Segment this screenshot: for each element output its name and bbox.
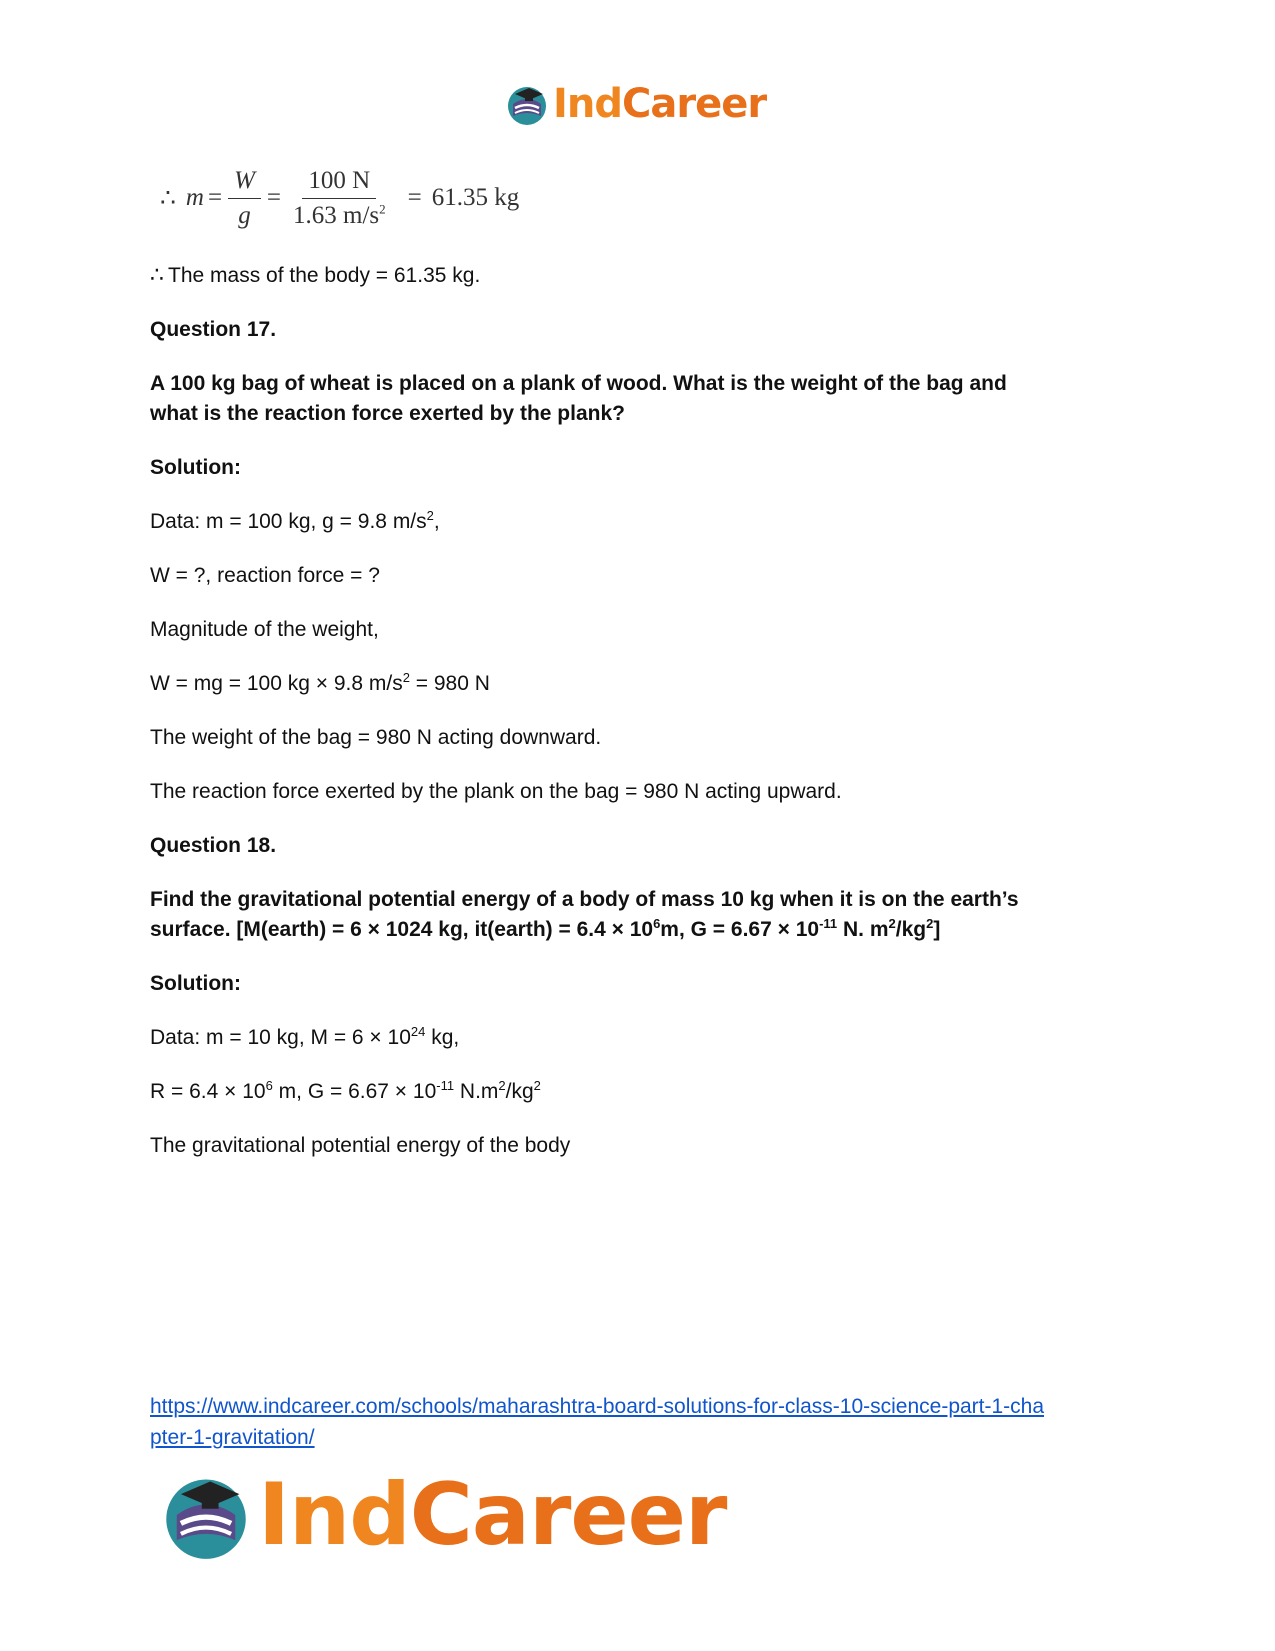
logo-wordmark: IndCareer xyxy=(553,81,767,127)
formula-eq-1: = xyxy=(207,184,223,211)
header-logo xyxy=(505,80,766,128)
q18-heading: Question 18. xyxy=(150,834,277,857)
therefore-symbol: ∴ xyxy=(160,185,176,212)
q18-solution-label: Solution: xyxy=(150,972,241,995)
q17-data-line: Data: m = 100 kg, g = 9.8 $m/s^2$, xyxy=(150,508,440,533)
q17-calc-line: W = mg = 100 kg × 9.8 $m/s^2 = 980$ N xyxy=(150,670,490,695)
mass-result-line: ∴ The mass of the body = 61.35 kg. xyxy=(150,263,481,288)
footer-logo xyxy=(160,1465,726,1565)
q17-unknowns-line: W = ?, reaction force = ? xyxy=(150,564,380,587)
source-link-line-2[interactable]: pter-1-gravitation/ xyxy=(150,1426,315,1449)
formula-result: 61.35 kg xyxy=(431,184,520,211)
formula-eq-2: = xyxy=(266,184,282,211)
logo-globe-icon xyxy=(505,82,549,126)
source-link-line-1[interactable]: https://www.indcareer.com/schools/maharashtra-board-solutions-for-class-10-science-part-1-cha xyxy=(150,1395,1045,1418)
mass-formula xyxy=(160,157,519,239)
q18-gpe-line: The gravitational potential energy of the body xyxy=(150,1134,571,1157)
q18-data-line-1: Data: m = 10 kg, $M = 6 \times 10^{24}$ kg, xyxy=(150,1024,460,1049)
logo-globe-icon xyxy=(160,1469,252,1561)
q17-text-line-2: what is the reaction force exerted by the plank? xyxy=(150,402,625,425)
formula-frac-values: $\frac{100 N}{1.63 m/s^2}$ xyxy=(293,166,386,229)
q18-text-line-1: Find the gravitational potential energy of a body of mass 10 kg when it is on the earth’s xyxy=(150,888,1019,911)
source-link[interactable] xyxy=(150,1391,1140,1453)
formula-lhs: m xyxy=(185,184,204,211)
formula-frac-w-over-g: $\frac{W}{g}$ xyxy=(228,166,261,231)
q18-data-line-2: $R = 6.4 \times 10^6$ m, $G = 6.67 \times 10^{-11}$ $N.m^2/kg^2$ xyxy=(150,1078,541,1103)
q17-text-line-1: A 100 kg bag of wheat is placed on a plank of wood. What is the weight of the bag and xyxy=(150,372,1007,395)
formula-eq-3: = xyxy=(407,184,422,211)
q18-text-line-2: surface. [M(earth) = 6 × 1024 kg, it(earth) = $6.4 \times 10^6m$, $G = 6.67 \times 10^{-11}$ N. $m^2/kg^2$] xyxy=(150,916,941,941)
q17-solution-label: Solution: xyxy=(150,456,241,479)
q17-magnitude-line: Magnitude of the weight, xyxy=(150,618,379,641)
q17-reaction-line: The reaction force exerted by the plank on the bag = 980 N acting upward. xyxy=(150,780,842,803)
q17-weight-line: The weight of the bag = 980 N acting downward. xyxy=(150,726,602,749)
q17-heading: Question 17. xyxy=(150,318,277,341)
logo-wordmark: IndCareer xyxy=(258,1465,727,1565)
